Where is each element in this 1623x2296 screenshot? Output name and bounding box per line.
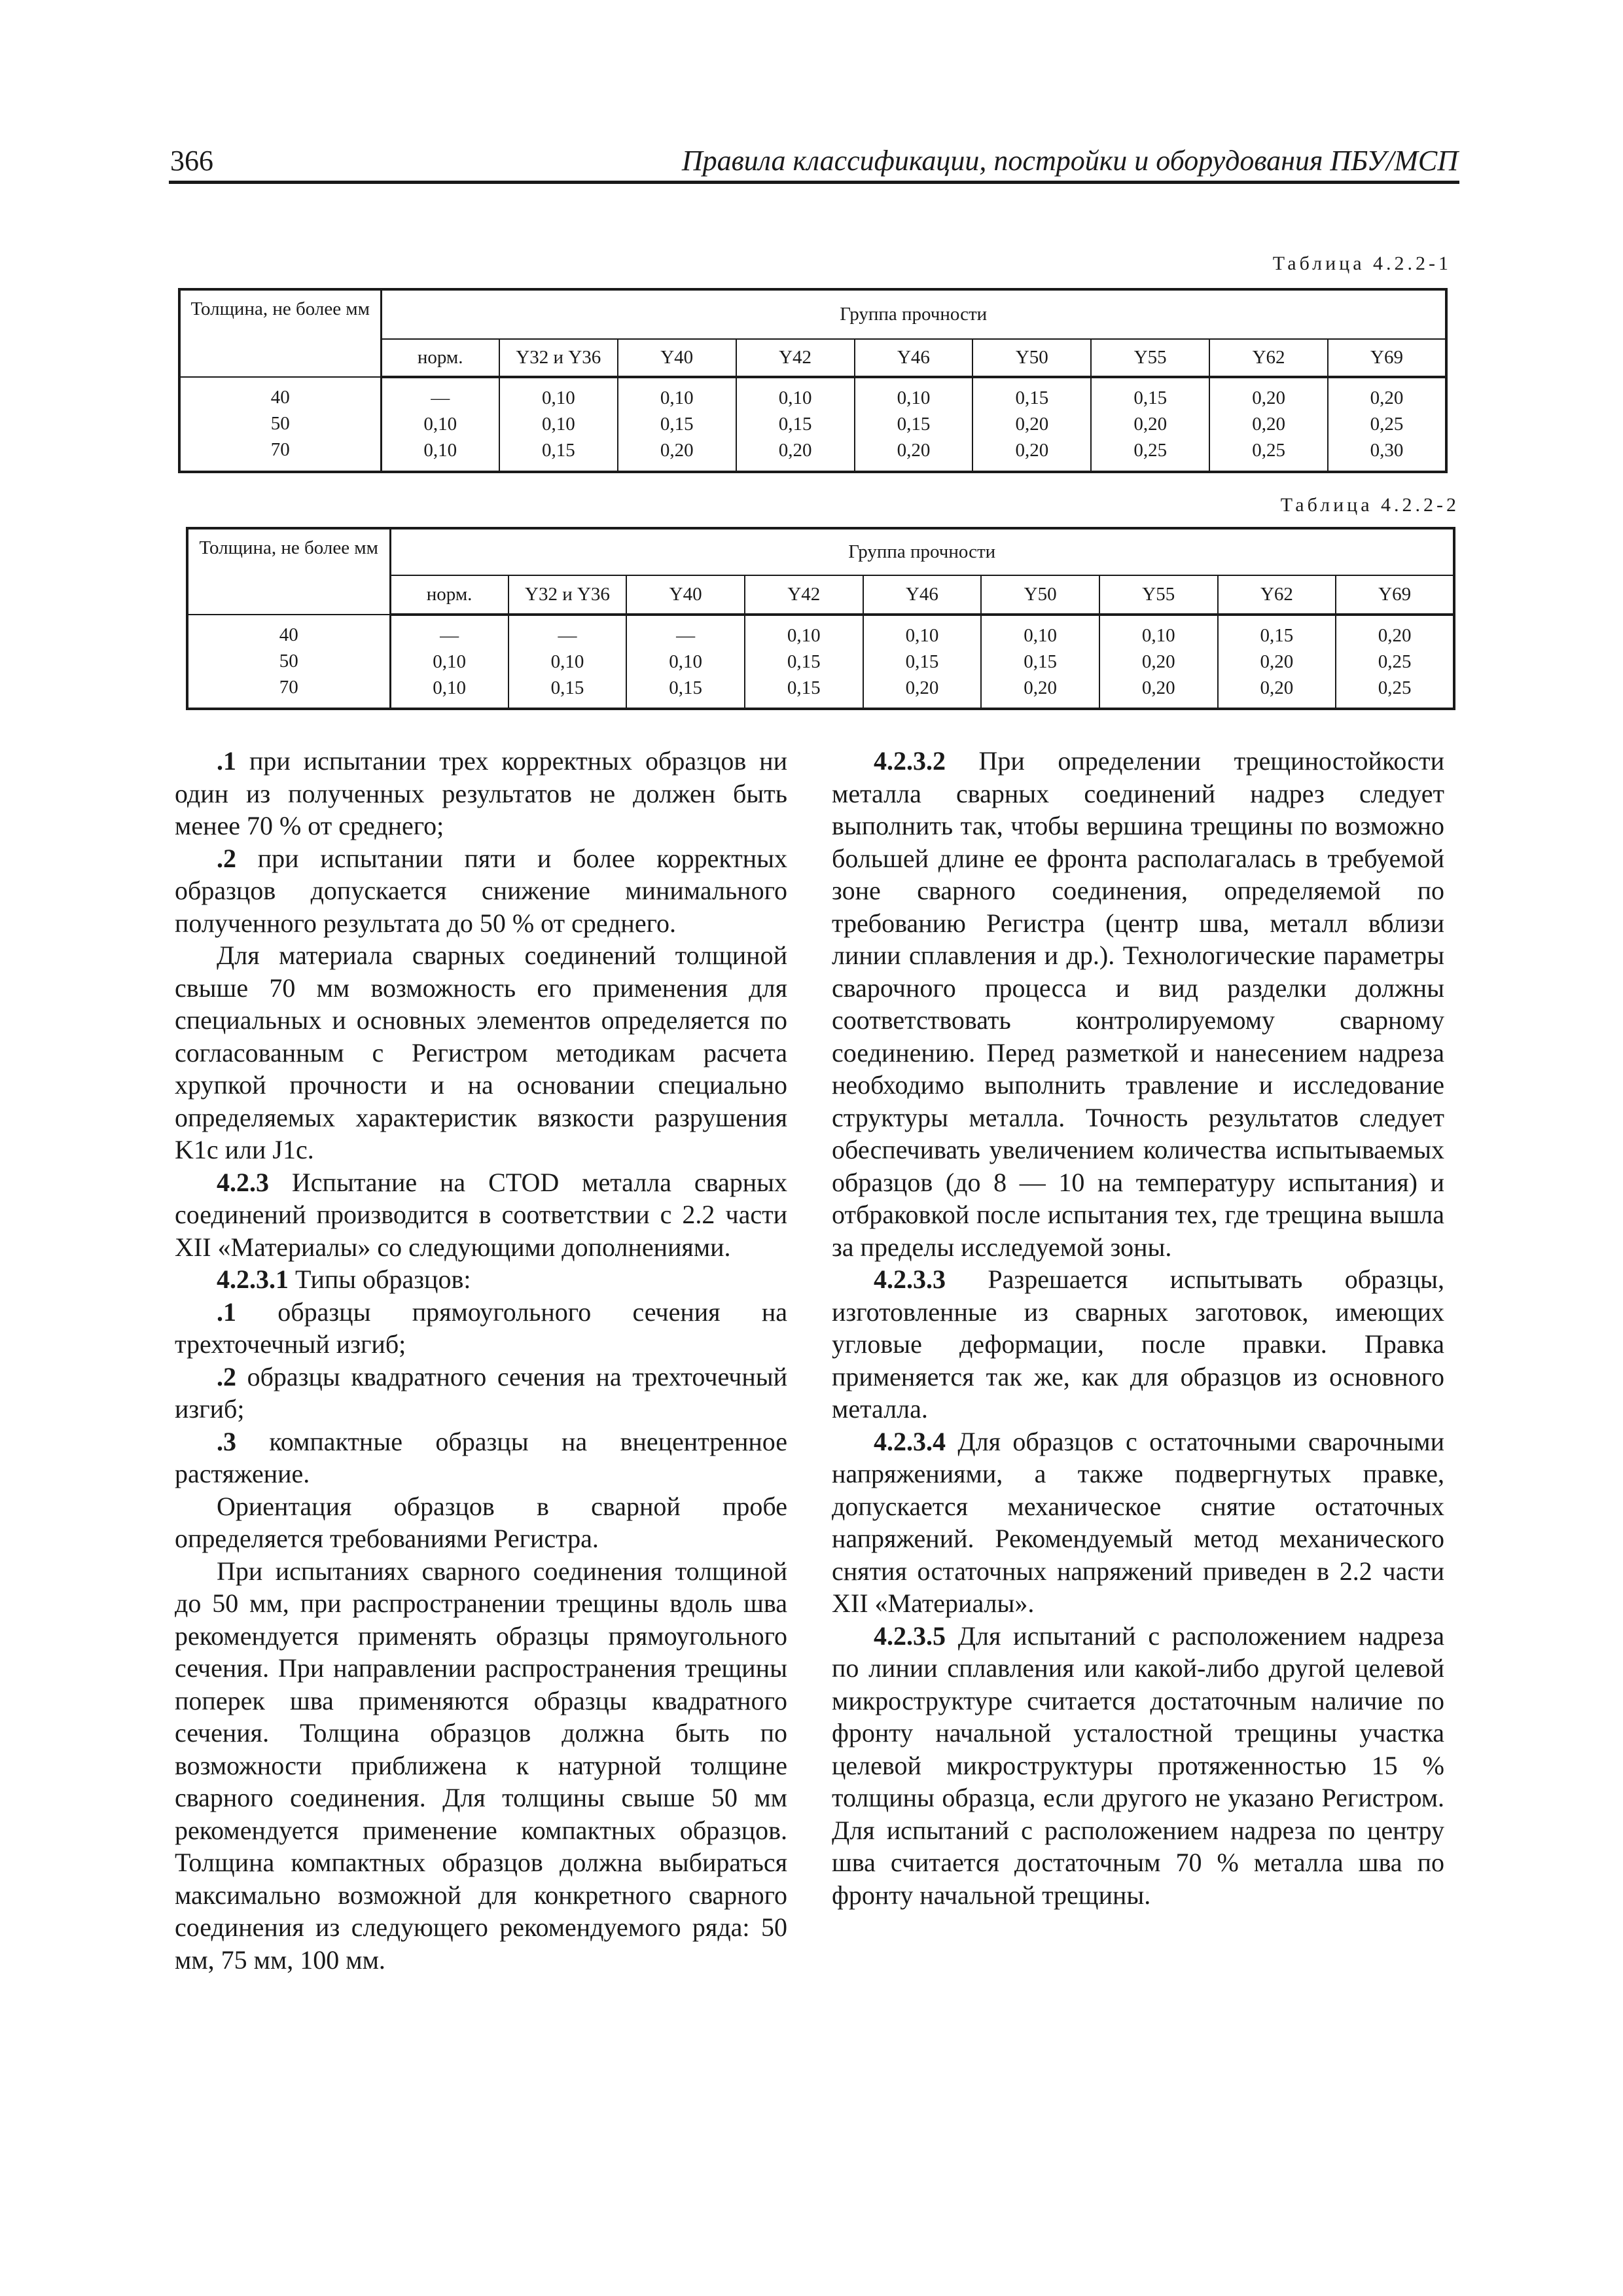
paragraph: 4.2.3.2 При определении трещиностойкости металла сварных соединений надрез следует выполнить так, чтобы вершина трещины по возможно большей длине ее фронта располагалась в требуемой зоне сварного соединения, определяемой по требованию Регистра (центр шва, металл вблизи линии сплавления и др.). Технологические параметры сварочного процесса и вид разделки должны соответствовать контролируемому сварному соединению. Перед разметкой и нанесением надреза необходимо выполнить травление и исследование структуры металла. Точность результатов следует обеспечивать увеличением количества испытываемых образцов (до 8 — 10 на температуру испытания) и отбраковкой после испытания тех, где трещина вышла за пределы исследуемой зоны. [832,746,1444,1262]
thickness-cell: 40 50 70 [187,615,390,709]
page-number: 366 [170,145,213,177]
table-cell: 0,15 0,20 0,25 [1091,377,1209,472]
table-caption: Таблица 4.2.2-1 [1272,253,1452,274]
left-text-column [175,745,787,1976]
column-header: Y46 [863,575,982,615]
column-header: Y69 [1328,339,1446,377]
data-table [178,288,1448,473]
paragraph: Для материала сварных соединений толщиной свыше 70 мм возможность его применения для специальных и основных элементов определяется по согласованным с Регистром методикам расчета хрупкой прочности и на основании специально определяемых характеристик вязкости разрушения K1c или J1c. [175,941,787,1164]
table-cell: — 0,10 0,15 [508,615,627,709]
table-cell: 0,10 0,20 0,20 [1099,615,1218,709]
column-header: Y50 [981,575,1099,615]
column-header: Y69 [1336,575,1454,615]
table-cell: — 0,10 0,15 [626,615,745,709]
column-header: Y32 и Y36 [508,575,627,615]
column-header: Y62 [1218,575,1336,615]
column-header: Y50 [972,339,1091,377]
column-header: норм. [381,339,499,377]
group-header: Группа прочности [390,528,1454,575]
table-cell: 0,10 0,15 0,20 [981,615,1099,709]
table-cell: 0,10 0,10 0,15 [499,377,618,472]
paragraph: .1 при испытании трех корректных образцов ни один из полученных результатов не должен быть менее 70 % от среднего; [175,746,787,840]
table-cell: 0,10 0,15 0,20 [855,377,973,472]
column-header: Y62 [1209,339,1328,377]
column-header: норм. [390,575,508,615]
column-header: Y42 [745,575,863,615]
paragraph: Ориентация образцов в сварной пробе определяется требованиями Регистра. [175,1491,787,1553]
paragraph: 4.2.3 Испытание на CTOD металла сварных соединений производится в соответствии с 2.2 части XII «Материалы» со следующими дополнениями. [175,1167,787,1262]
paragraph: 4.2.3.1 Типы образцов: [217,1265,471,1294]
thickness-header: Толщина, не более мм [187,528,390,615]
table-cell: — 0,10 0,10 [381,377,499,472]
table-cell: 0,10 0,15 0,15 [745,615,863,709]
table-cell: 0,10 0,15 0,20 [736,377,855,472]
paragraph: 4.2.3.5 Для испытаний с расположением надреза по линии сплавления или какой-либо другой целевой микроструктуре считается достаточным наличие по фронту начальной усталостной трещины участка целевой микроструктуры протяженностью 15 % толщины образца, если другого не указано Регистром. Для испытаний с расположением надреза по центру шва считается достаточным 70 % металла шва по фронту начальной трещины. [832,1621,1444,1910]
group-header: Группа прочности [381,289,1446,339]
column-header: Y46 [855,339,973,377]
table-cell: 0,20 0,20 0,25 [1209,377,1328,472]
column-header: Y40 [618,339,736,377]
thickness-header: Толщина, не более мм [179,289,381,377]
table-cell: 0,15 0,20 0,20 [1218,615,1336,709]
table-cell: 0,10 0,15 0,20 [618,377,736,472]
paragraph: .1 образцы прямоугольного сечения на трехточечный изгиб; [175,1297,787,1359]
column-header: Y32 и Y36 [499,339,618,377]
paragraph: .3 компактные образцы на внецентренное растяжение. [175,1426,787,1488]
paragraph: .2 при испытании пяти и более корректных образцов допускается снижение минимального полученного результата до 50 % от среднего. [175,843,787,938]
table-cell: — 0,10 0,10 [390,615,508,709]
paragraph: 4.2.3.4 Для образцов с остаточными сварочными напряжениями, а также подвергнутых правке, допускается механическое снятие остаточных напряжений. Рекомендуемый метод механического снятия остаточных напряжений приведен в 2.2 части XII «Материалы». [832,1426,1444,1618]
table-cell: 0,20 0,25 0,30 [1328,377,1446,472]
table-cell: 0,20 0,25 0,25 [1336,615,1454,709]
column-header: Y42 [736,339,855,377]
page-header [169,143,1459,184]
data-table [186,527,1455,710]
paragraph: .2 образцы квадратного сечения на трехточечный изгиб; [175,1361,787,1424]
thickness-cell: 40 50 70 [179,377,381,472]
paragraph: При испытаниях сварного соединения толщиной до 50 мм, при распространении трещины вдоль шва рекомендуется применять образцы прямоугольного сечения. При направлении распространения трещины поперек шва применяются образцы квадратного сечения. Толщина образцов должна быть по возможности приближена к натурной толщине сварного соединения. Для толщины свыше 50 мм рекомендуется применение компактных образцов. Толщина компактных образцов должна выбираться максимально возможной для конкретного сварного соединения из следующего рекомендуемого ряда: 50 мм, 75 мм, 100 мм. [175,1556,787,1975]
paragraph: 4.2.3.3 Разрешается испытывать образцы, изготовленные из сварных заготовок, имеющих угловые деформации, после правки. Правка применяется так же, как для образцов из основного металла. [832,1265,1444,1424]
right-text-column [832,745,1444,1911]
column-header: Y40 [626,575,745,615]
column-header: Y55 [1099,575,1218,615]
table-caption: Таблица 4.2.2-2 [1280,494,1459,516]
running-title: Правила классификации, постройки и оборудования ПБУ/МСП [681,145,1458,177]
table-cell: 0,10 0,15 0,20 [863,615,982,709]
column-header: Y55 [1091,339,1209,377]
table-cell: 0,15 0,20 0,20 [972,377,1091,472]
